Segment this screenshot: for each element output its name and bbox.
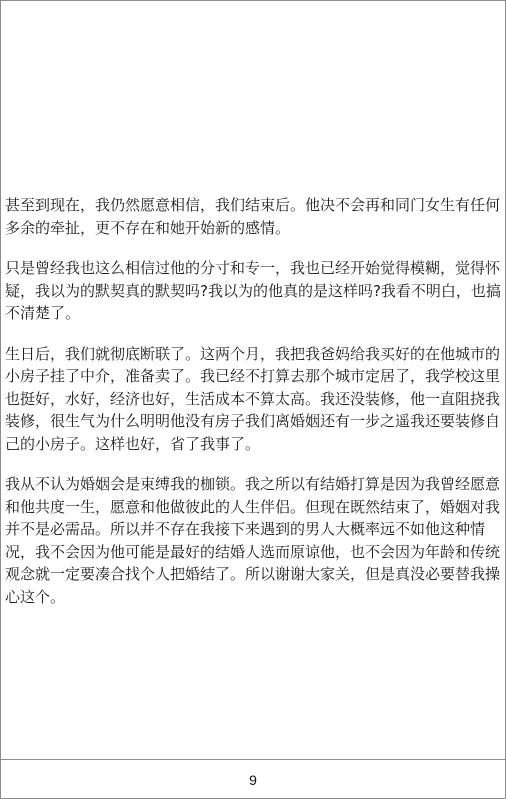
document-body xyxy=(5,194,503,626)
paragraph-4: 我从不认为婚姻会是束缚我的枷锁。我之所以有结婚打算是因为我曾经愿意和他共度一生，愿意和他做彼此的人生伴侣。但现在既然结束了，婚姻对我并不是必需品。所以并不存在我接下来遇到的男人大概率远不如他这种情况，我不会因为他可能是最好的结婚人选而原谅他，也不会因为年龄和传统观念就一定要凑合找个人把婚结了。所以谢谢大家关，但是真没必要替我操心这个。 xyxy=(5,475,501,606)
footer-divider xyxy=(1,759,505,760)
paragraph-1: 甚至到现在，我仍然愿意相信，我们结束后。他决不会再和同门女生有任何多余的牵扯，更不存在和她开始新的感情。 xyxy=(5,196,501,237)
page-number: 9 xyxy=(249,772,257,788)
paragraph-3: 生日后，我们就彻底断联了。这两个月，我把我爸妈给我买好的在他城市的小房子挂了中介，准备卖了。我已经不打算去那个城市定居了，我学校这里也挺好，水好，经济也好，生活成本不算太高。我还没装修，他一直阻挠我装修，很生气为什么明明他没有房子我们离婚姻还有一步之遥我还要装修自己的小房子。这样也好，省了我事了。 xyxy=(5,344,501,453)
paragraph-2: 只是曾经我也这么相信过他的分寸和专一，我也已经开始觉得模糊，觉得怀疑，我以为的默契真的默契吗?我以为的他真的是这样吗?我看不明白，也搞不清楚了。 xyxy=(5,259,501,322)
